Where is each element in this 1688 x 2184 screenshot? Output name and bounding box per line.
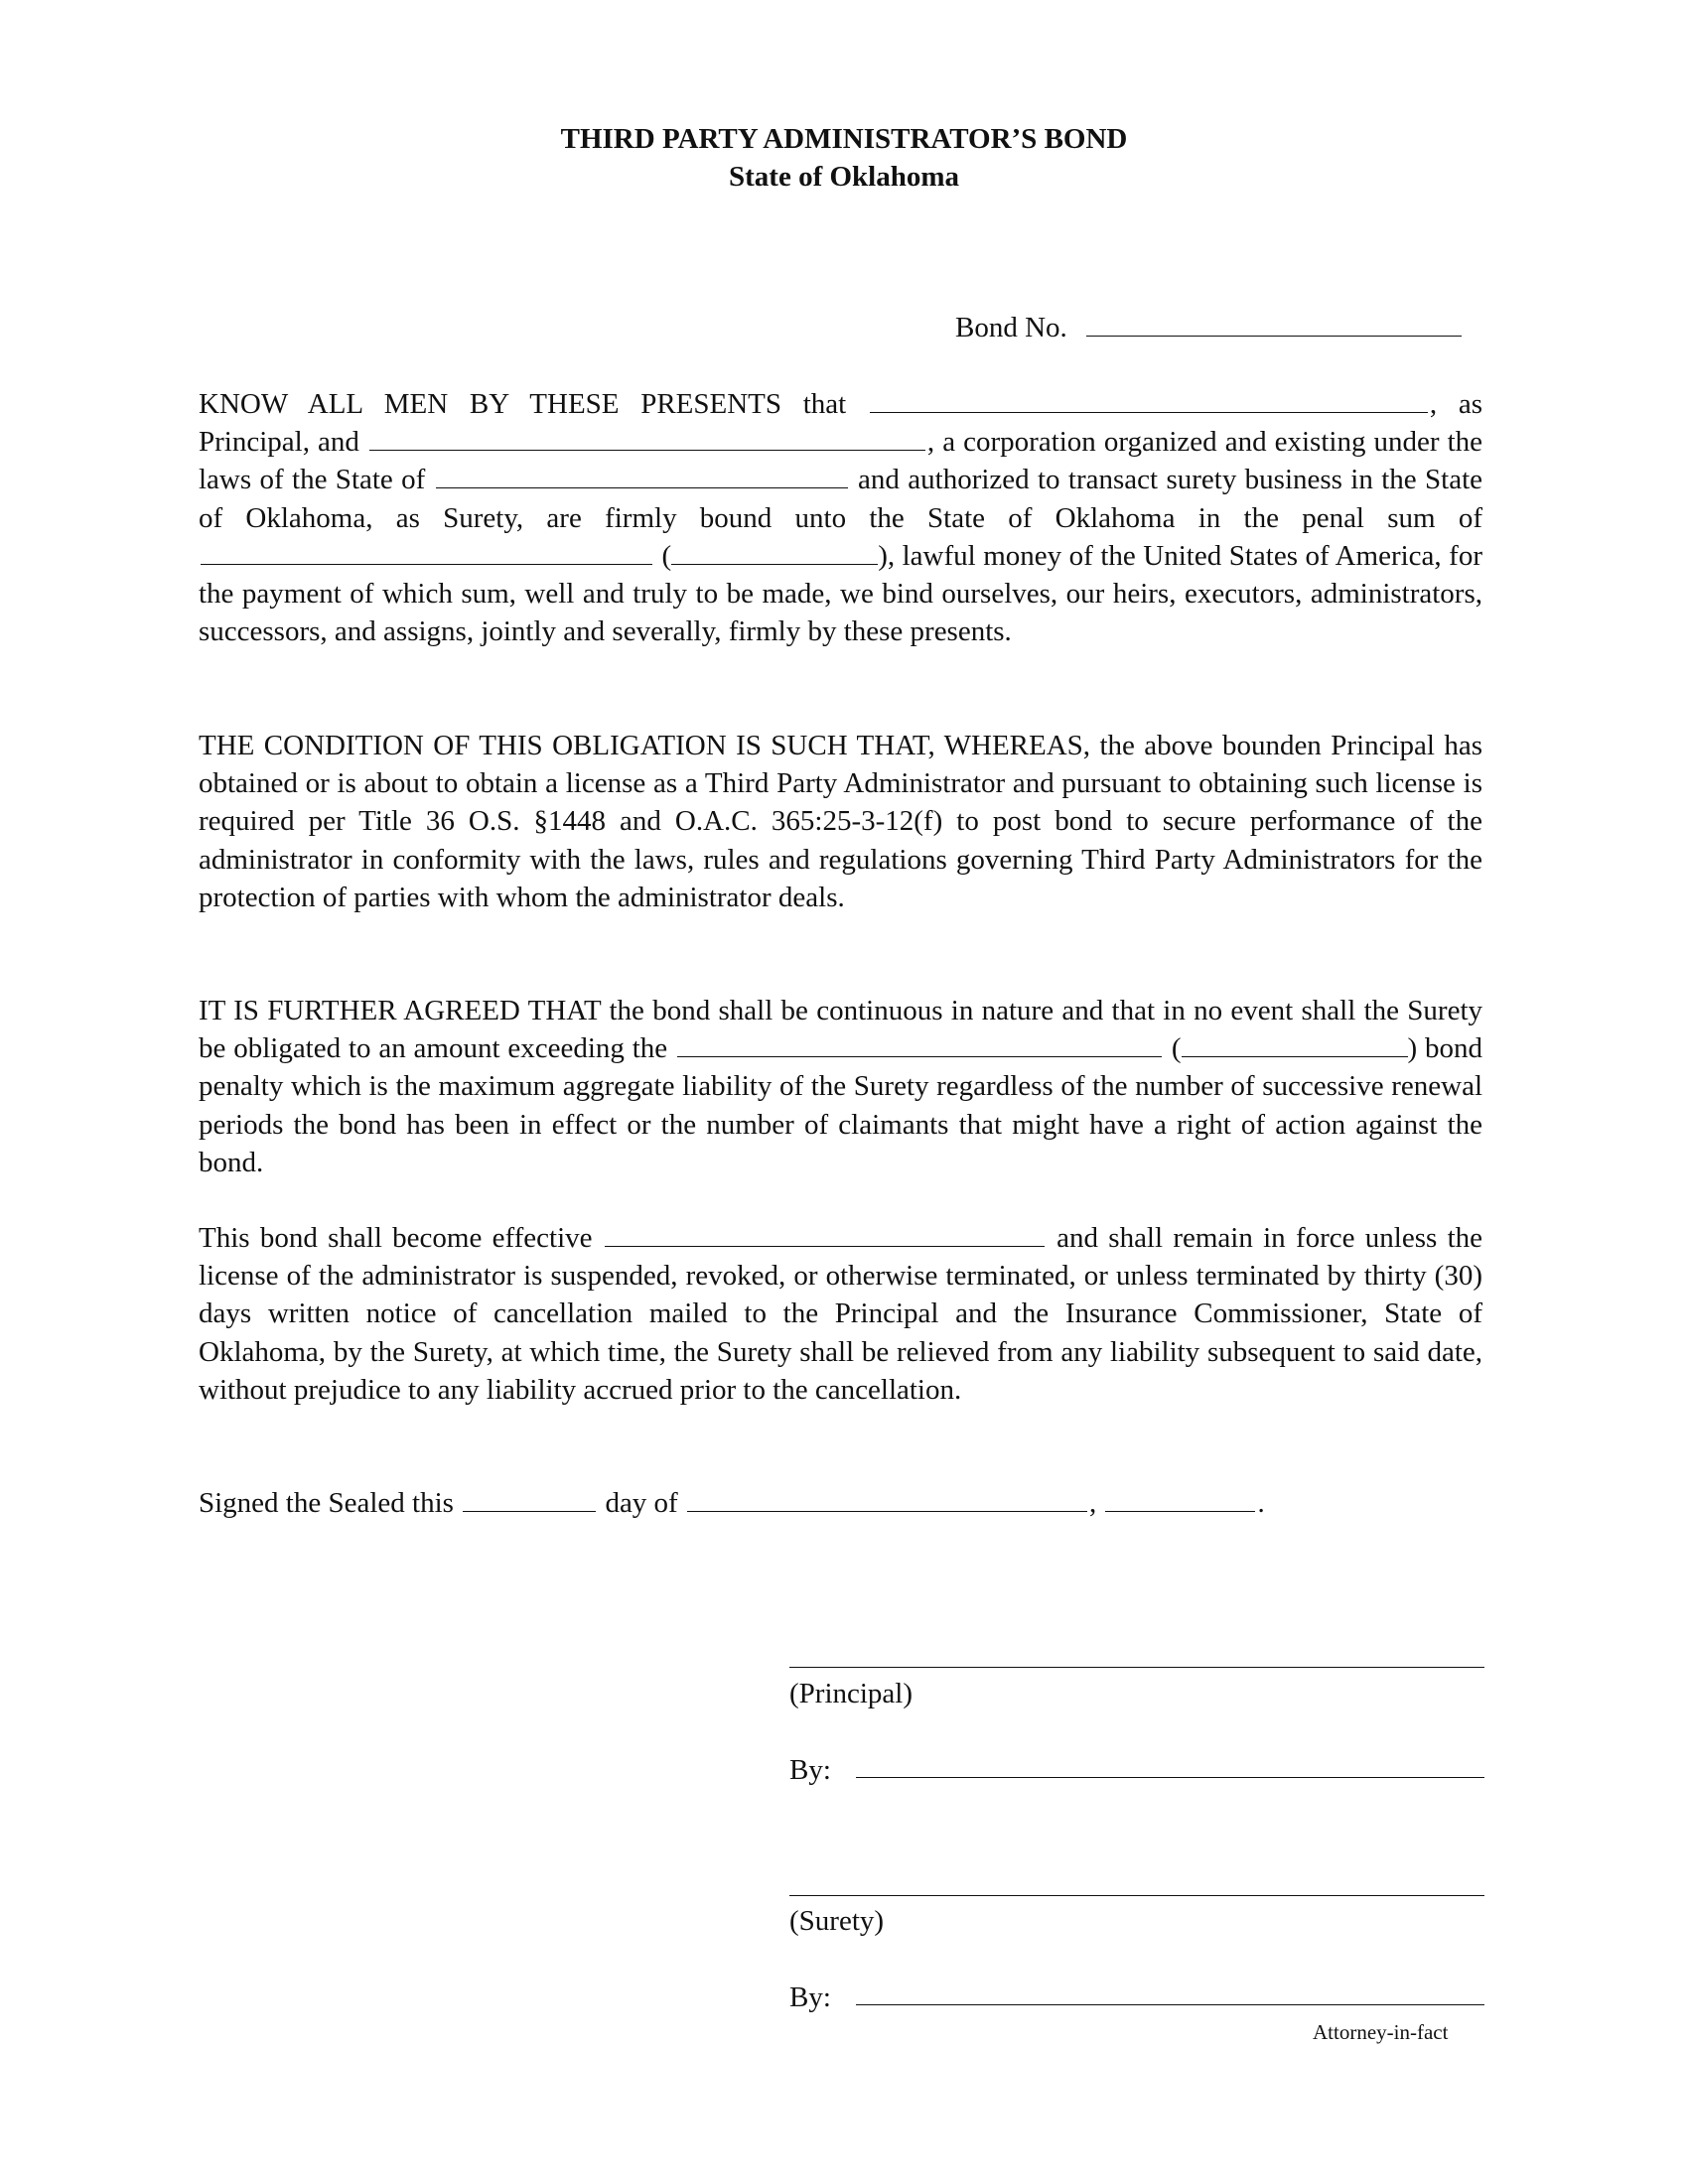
- surety-label: (Surety): [789, 1905, 885, 1937]
- principal-name-field[interactable]: [870, 390, 1428, 413]
- signed-day-field[interactable]: [463, 1489, 596, 1512]
- document-title: THIRD PARTY ADMINISTRATOR’S BOND: [560, 123, 1128, 155]
- paragraph-effective: This bond shall become effective and shall remain in force unless the license of the administrator is suspended, revoked, or otherwise terminated, or unless terminated by thirty (30) days written notice of cancellation mailed to the Principal and the Insurance Commissioner, State of Oklahoma, by the Surety, at which time, the Surety shall be relieved from any liability subsequent to said date, without prejudice to any liability accrued prior to the cancellation.: [199, 1222, 1483, 1406]
- bond-number-label: Bond No.: [955, 312, 1067, 343]
- surety-name-field[interactable]: [369, 428, 925, 451]
- document-subtitle: State of Oklahoma: [729, 161, 959, 193]
- surety-by-signature-line[interactable]: [856, 2004, 1484, 2005]
- bond-number-row: [955, 309, 1464, 346]
- paragraph-further-agreed: IT IS FURTHER AGREED THAT the bond shall be continuous in nature and that in no event shall the Surety be obligated to an amount exceeding the ( ) bond penalty which is the maximum aggregate liability of the Surety regardless of the number of successive renewal periods the bond has been in effect or the number of claimants that might have a right of action against the bond.: [199, 995, 1483, 1178]
- attorney-in-fact-label: Attorney-in-fact: [1313, 2020, 1449, 2044]
- principal-by-label: By:: [789, 1754, 831, 1786]
- principal-label: (Principal): [789, 1678, 914, 1709]
- max-amount-figures-field[interactable]: [1182, 1034, 1408, 1057]
- signed-sealed-row: Signed the Sealed this day of , .: [199, 1487, 1265, 1519]
- max-amount-words-field[interactable]: [677, 1034, 1162, 1057]
- bond-number-field[interactable]: [1086, 314, 1462, 337]
- effective-date-field[interactable]: [605, 1224, 1045, 1247]
- penal-sum-figures-field[interactable]: [671, 542, 878, 565]
- penal-sum-words-field[interactable]: [201, 542, 652, 565]
- surety-signature-line[interactable]: [789, 1895, 1484, 1896]
- principal-signature-line[interactable]: [789, 1667, 1484, 1668]
- principal-by-signature-line[interactable]: [856, 1777, 1484, 1778]
- paragraph-condition: THE CONDITION OF THIS OBLIGATION IS SUCH THAT, WHEREAS, the above bounden Principal has obtained or is about to obtain a license as a Third Party Administrator and pursuant to obtaining such license is required per Title 36 O.S. §1448 and O.A.C. 365:25-3-12(f) to post bond to secure performance of the administrator in conformity with the laws, rules and regulations governing Third Party Administrators for the protection of parties with whom the administrator deals.: [199, 730, 1482, 913]
- signed-year-field[interactable]: [1105, 1489, 1255, 1512]
- paragraph-know-all-men: KNOW ALL MEN BY THESE PRESENTS that , as Principal, and , a corporation organized and existing under the laws of the State of and authorized to transact surety business in the State of Oklahoma, as Surety, are firmly bound unto the State of Oklahoma in the penal sum of ( ), lawful money of the United States of America, for the payment of which sum, well and truly to be made, we bind ourselves, our heirs, executors, administrators, successors, and assigns, jointly and severally, firmly by these presents.: [199, 388, 1482, 648]
- surety-state-field[interactable]: [436, 466, 848, 488]
- signed-month-field[interactable]: [687, 1489, 1087, 1512]
- surety-by-label: By:: [789, 1981, 831, 2013]
